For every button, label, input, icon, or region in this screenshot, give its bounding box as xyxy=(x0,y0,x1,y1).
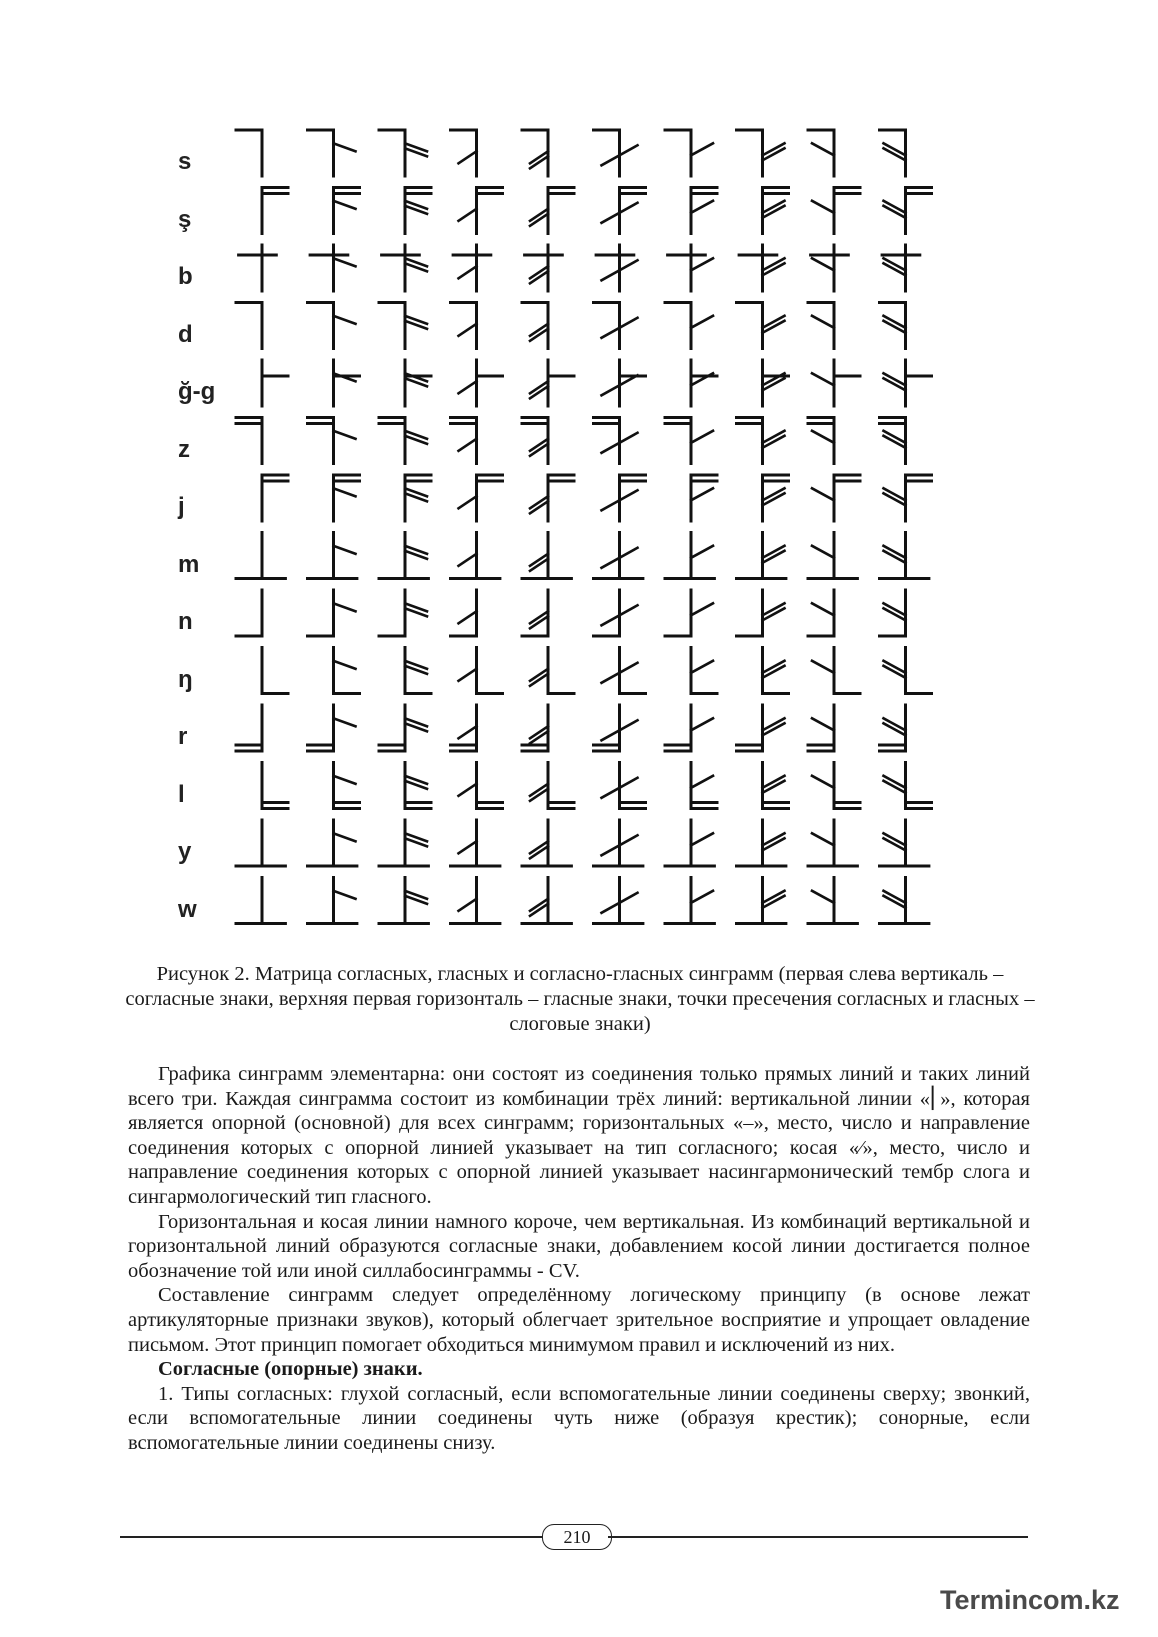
syngram-glyph xyxy=(665,418,713,464)
consonant-label: ŋ xyxy=(178,665,193,693)
syngram-glyph xyxy=(691,360,717,406)
syngram-glyph xyxy=(405,475,431,521)
syngram-glyph xyxy=(812,648,860,694)
syngram-glyph xyxy=(308,418,356,464)
syngram-glyph xyxy=(602,648,646,694)
syngram-glyph xyxy=(451,820,500,866)
syngram-glyph xyxy=(884,763,932,809)
syngram-glyph xyxy=(522,878,571,924)
syngram-glyph xyxy=(737,418,785,464)
syngram-glyph xyxy=(808,878,857,924)
syngram-glyph xyxy=(405,360,431,406)
syngram-glyph xyxy=(522,820,571,866)
syngram-glyph xyxy=(665,303,713,349)
syngram-glyph xyxy=(522,705,548,751)
syngram-glyph xyxy=(739,245,784,291)
syngram-glyph xyxy=(665,820,714,866)
figure-caption: Рисунок 2. Матрица согласных, гласных и согласно-гласных синграмм (первая слева вертикаль – согласные знаки, верхняя первая горизонталь – гласные знаки, точки пресечения согласных и гласных – слоговые знаки) xyxy=(125,963,1035,1035)
syngram-glyph xyxy=(530,648,574,694)
syngram-glyph xyxy=(308,533,357,579)
syngram-glyph xyxy=(451,130,477,176)
syngram-glyph xyxy=(334,763,360,809)
syngram-glyph xyxy=(812,475,860,521)
syngram-glyph xyxy=(379,130,427,176)
syngram-glyph xyxy=(596,245,637,291)
syngram-glyph xyxy=(379,590,427,636)
syngram-glyph xyxy=(602,188,646,234)
syngram-glyph xyxy=(459,763,503,809)
syngram-glyph xyxy=(522,418,548,464)
syngram-glyph xyxy=(530,763,574,809)
syngram-glyph xyxy=(405,763,431,809)
syngram-glyph xyxy=(884,475,932,521)
syngram-glyph xyxy=(334,188,360,234)
syngram-glyph xyxy=(737,820,786,866)
syngram-glyph xyxy=(880,533,929,579)
syngram-glyph xyxy=(522,533,571,579)
syngram-glyph xyxy=(737,533,786,579)
syngram-glyph xyxy=(594,418,638,464)
syngram-glyph xyxy=(665,878,714,924)
syngram-glyph xyxy=(737,590,785,636)
syngram-glyph xyxy=(594,820,643,866)
syngram-glyph xyxy=(451,878,500,924)
body-text xyxy=(128,1062,1030,1456)
consonant-label: w xyxy=(178,895,197,923)
syngram-glyph xyxy=(594,878,643,924)
syngram-glyph xyxy=(737,705,785,751)
syngram-glyph xyxy=(594,130,638,176)
syngram-glyph xyxy=(812,188,860,234)
syngram-glyph xyxy=(763,763,789,809)
consonant-label: l xyxy=(178,780,185,808)
paragraph-1: Графика синграмм элементарна: они состоят из соединения только прямых линий и таких линий всего три. Каждая синграмма состоит из комбинации трёх линий: вертикальной линии «⎜», которая является опорной (основной) для всех синграмм; горизонтальных «–», место, число и направление соединения которых с опорной линией указывает на тип согласного; косая «⁄», место, число и направление соединения которых с опорной линией указывает насингармонический тембр слога и сингармологический тип гласного. xyxy=(128,1063,1030,1208)
section-heading: Согласные (опорные) знаки. xyxy=(158,1358,423,1381)
syngram-glyph xyxy=(811,245,849,291)
consonant-label: d xyxy=(178,320,193,348)
syngram-glyph xyxy=(665,533,714,579)
syngram-glyph xyxy=(594,590,638,636)
syngram-glyph xyxy=(405,188,431,234)
syngram-glyph xyxy=(880,878,929,924)
syngram-glyph xyxy=(530,475,574,521)
syngram-glyph xyxy=(459,475,503,521)
paragraph-4: 1. Типы согласных: глухой согласный, если вспомогательные линии соединены сверху; звонкий, если вспомогательные линии соединены чуть ниже (образуя крестик); сонорные, если вспомогательные линии соединены снизу. xyxy=(128,1382,1030,1454)
syngram-glyph xyxy=(665,130,713,176)
syngram-glyph xyxy=(451,418,477,464)
syngram-glyph xyxy=(880,130,906,176)
syngram-glyph xyxy=(308,590,356,636)
syngram-glyph xyxy=(602,360,646,406)
syngram-glyph xyxy=(530,360,574,406)
syngram-glyph xyxy=(451,705,477,751)
syngram-glyph xyxy=(379,418,427,464)
paragraph-2: Горизонтальная и косая линии намного короче, чем вертикальная. Из комбинаций вертикальной и горизонтальной линий образуются согласные знаки, добавлением косой линии достигается полное обозначение той или иной силлабосинграммы - CV. xyxy=(128,1210,1030,1282)
syngram-glyph xyxy=(308,705,356,751)
syngram-glyph xyxy=(522,303,548,349)
syngram-glyph xyxy=(451,303,477,349)
syngram-glyph xyxy=(884,360,932,406)
page-number: 210 xyxy=(542,1524,612,1550)
syngram-glyph xyxy=(763,648,789,694)
consonant-label: r xyxy=(178,723,188,750)
consonant-label: b xyxy=(178,263,193,290)
syngram-glyph xyxy=(522,590,548,636)
syngram-glyph xyxy=(884,648,932,694)
syngram-glyph xyxy=(308,130,356,176)
syngram-glyph xyxy=(308,878,357,924)
footer-rule-left xyxy=(120,1536,544,1538)
syngram-glyph xyxy=(459,188,503,234)
syngram-glyph xyxy=(382,245,427,291)
consonant-label: s xyxy=(178,148,192,175)
syngram-glyph xyxy=(310,245,355,291)
syngram-glyph xyxy=(334,648,360,694)
syngram-glyph xyxy=(812,360,860,406)
syngram-glyph xyxy=(262,763,288,809)
syngram-glyph xyxy=(691,188,717,234)
syngram-glyph xyxy=(262,648,288,694)
syngram-glyph xyxy=(763,188,789,234)
consonant-label: j xyxy=(178,493,185,520)
syngram-glyph xyxy=(308,303,356,349)
syngram-glyph xyxy=(880,590,906,636)
consonant-label: m xyxy=(178,550,200,578)
syngram-glyph xyxy=(884,188,932,234)
syngram-glyph xyxy=(530,188,574,234)
consonant-label: n xyxy=(178,608,193,635)
syngram-glyph xyxy=(459,648,503,694)
watermark-logo: Termincom.kz xyxy=(940,1585,1120,1615)
syngram-glyph xyxy=(602,763,646,809)
syngram-glyph xyxy=(379,303,427,349)
syngram-glyph xyxy=(665,705,713,751)
syngram-glyph xyxy=(334,360,360,406)
syngram-glyph xyxy=(451,590,477,636)
syngram-glyph xyxy=(522,130,548,176)
syngram-glyph xyxy=(691,648,717,694)
syngram-glyph xyxy=(763,360,789,406)
syngram-glyph xyxy=(880,303,906,349)
consonant-label: ğ-g xyxy=(178,378,216,405)
syngram-glyph xyxy=(379,878,428,924)
syngram-glyph xyxy=(880,705,906,751)
syngram-glyph xyxy=(737,303,785,349)
syngram-glyph xyxy=(880,820,929,866)
syngram-glyph xyxy=(262,188,288,234)
syngram-glyph xyxy=(451,533,500,579)
consonant-label: ş xyxy=(178,205,192,233)
paragraph-3: Составление синграмм следует определённому логическому принципу (в основе лежат артикуляторные признаки звуков), который облегчает зрительное восприятие и упрощает овладение письмом. Этот принцип помогает обходиться минимумом правил и исключений из них. xyxy=(128,1284,1030,1356)
syngram-glyph xyxy=(808,705,834,751)
syngram-glyph xyxy=(453,245,491,291)
syngram-glyph xyxy=(405,648,431,694)
syngram-glyph xyxy=(763,475,789,521)
syngram-glyph xyxy=(812,763,860,809)
syngram-glyph xyxy=(334,475,360,521)
syngram-glyph xyxy=(602,475,646,521)
syngram-glyph xyxy=(262,360,288,406)
syngram-glyph xyxy=(882,245,920,291)
consonant-label: y xyxy=(178,838,192,865)
syngram-glyph xyxy=(525,245,563,291)
syngram-glyph xyxy=(808,820,857,866)
syngram-glyph xyxy=(808,418,834,464)
syngram-glyph xyxy=(808,130,834,176)
syngram-glyph xyxy=(737,130,785,176)
syngram-glyph xyxy=(379,820,428,866)
syngram-glyph xyxy=(594,705,638,751)
syngram-glyph xyxy=(808,533,857,579)
syngram-glyph xyxy=(665,590,713,636)
syngram-glyph xyxy=(594,533,643,579)
syngram-glyph xyxy=(808,590,834,636)
consonant-label: z xyxy=(178,435,190,463)
syngram-glyph xyxy=(880,418,906,464)
syngram-glyph xyxy=(691,475,717,521)
syngram-glyph xyxy=(379,705,427,751)
syngram-glyph xyxy=(594,303,638,349)
syngram-glyph xyxy=(668,245,713,291)
syngram-glyph xyxy=(737,878,786,924)
syngram-glyph xyxy=(691,763,717,809)
syngram-glyph xyxy=(808,303,834,349)
footer-rule-right xyxy=(608,1536,1028,1538)
syngram-glyph xyxy=(459,360,503,406)
syngram-glyph xyxy=(262,475,288,521)
syngram-glyph xyxy=(308,820,357,866)
syngram-glyph xyxy=(379,533,428,579)
